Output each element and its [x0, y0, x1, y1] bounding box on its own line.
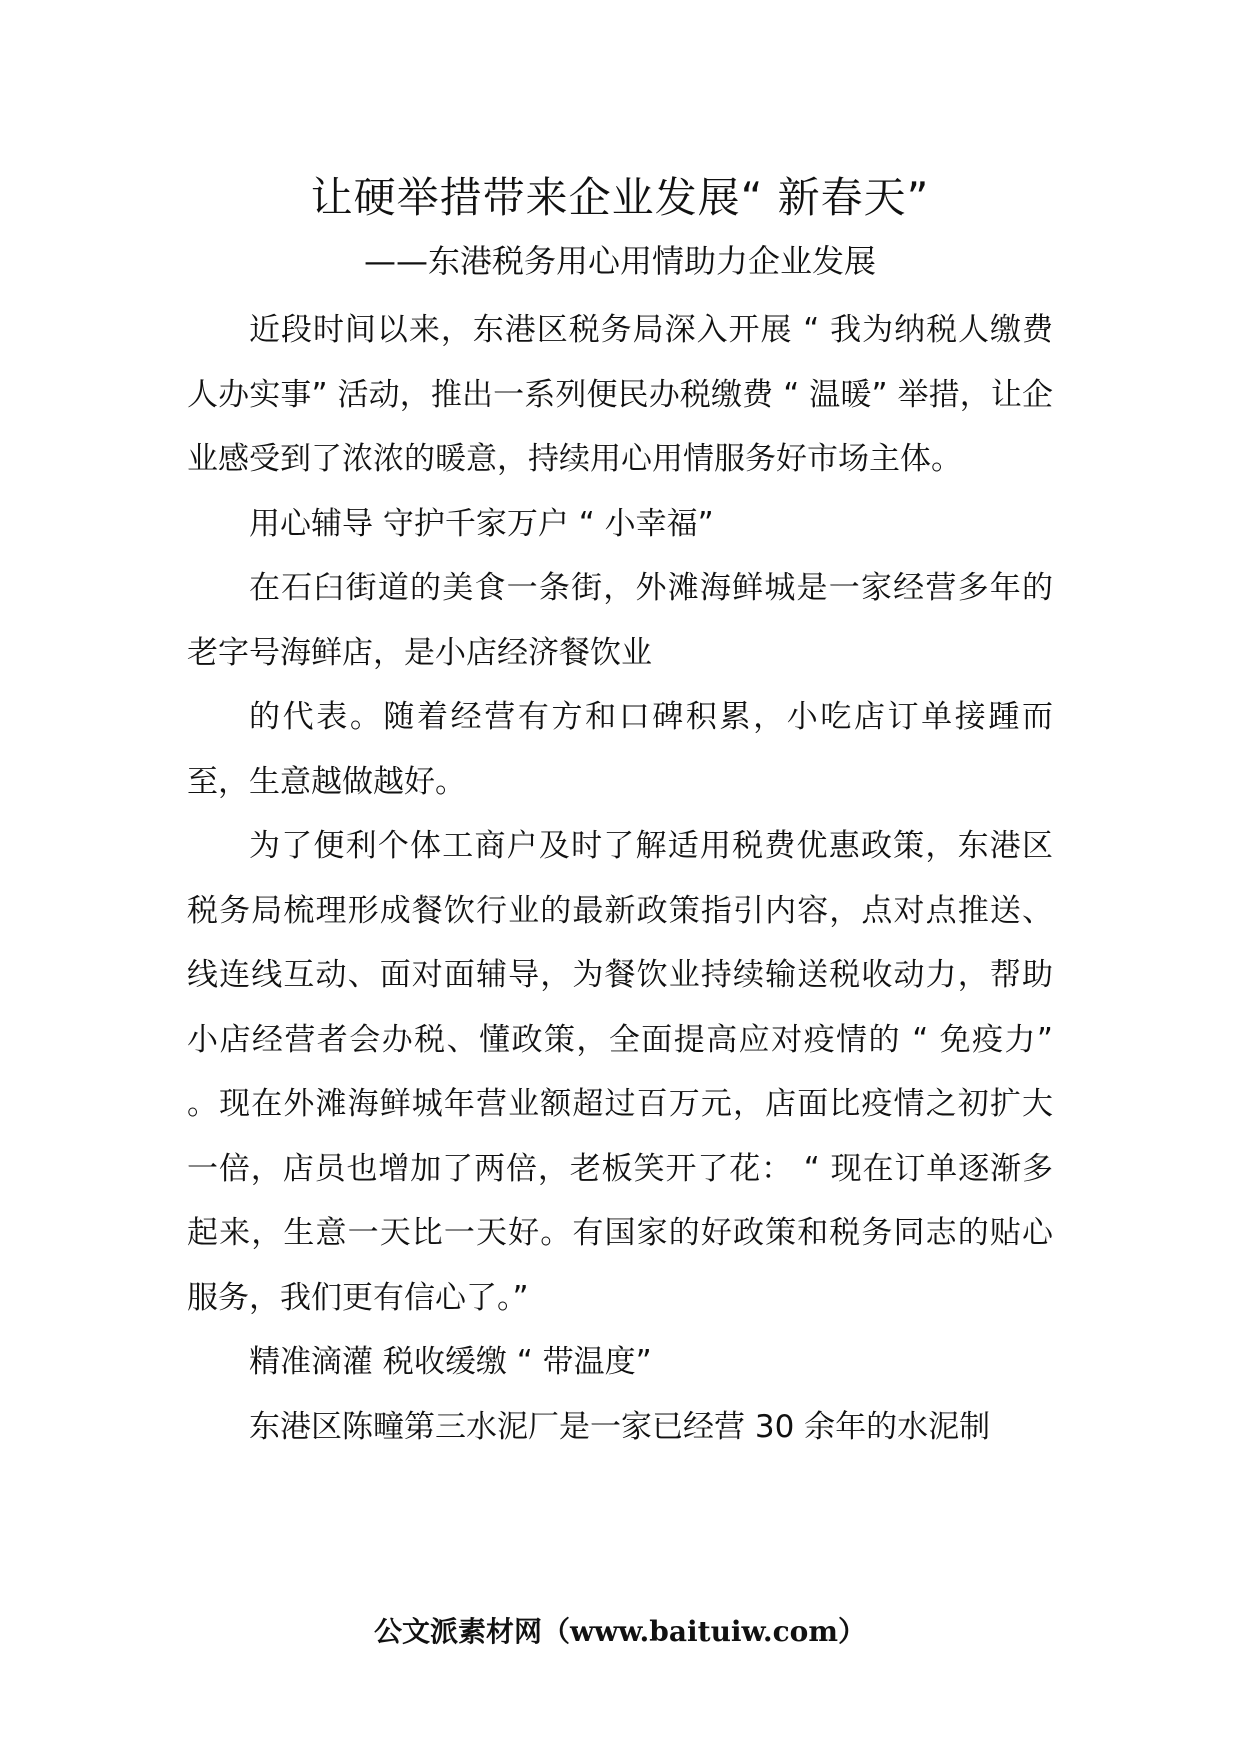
paragraph-intro: 近段时间以来，东港区税务局深入开展 “ 我为纳税人缴费人办实事” 活动，推出一系列便民办税缴费 “ 温暖” 举措，让企业感受到了浓浓的暖意，持续用心用情服务好市场主体。 [187, 312, 1053, 477]
paragraph-policy-support: 为了便利个体工商户及时了解适用税费优惠政策，东港区税务局梳理形成餐饮行业的最新政策指引内容，点对点推送、线连线互动、面对面辅导，为餐饮业持续输送税收动力，帮助小店经营者会办税、懂政策，全面提高应对疫情的 “ 免疫力” 。现在外滩海鲜城年营业额超过百万元，店面比疫情之初扩大一倍，店员也增加了两倍，老板笑开了花： “ 现在订单逐渐多起来，生意一天比一天好。有国家的好政策和税务同志的贴心服务，我们更有信心了。” [187, 828, 1053, 1316]
paragraph-seafood-shop: 在石臼街道的美食一条街，外滩海鲜城是一家经营多年的老字号海鲜店，是小店经济餐饮业 [187, 570, 1053, 671]
document-subtitle: ——东港税务用心用情助力企业发展 [363, 242, 876, 280]
paragraph-cement-factory: 东港区陈疃第三水泥厂是一家已经营 30 余年的水泥制 [249, 1408, 991, 1445]
document-body [187, 298, 1053, 1459]
document-title: 让硬举措带来企业发展“ 新春天” [310, 173, 930, 222]
section-heading-tax-deferral: 精准滴灌 税收缓缴 “ 带温度” [249, 1344, 652, 1380]
section-heading-guidance: 用心辅导 守护千家万户 “ 小幸福” [249, 505, 714, 542]
paragraph-seafood-shop-cont: 的代表。随着经营有方和口碑积累，小吃店订单接踵而至，生意越做越好。 [187, 699, 1053, 800]
footer-watermark: 公文派素材网（www.baituiw.com） [374, 1615, 866, 1648]
